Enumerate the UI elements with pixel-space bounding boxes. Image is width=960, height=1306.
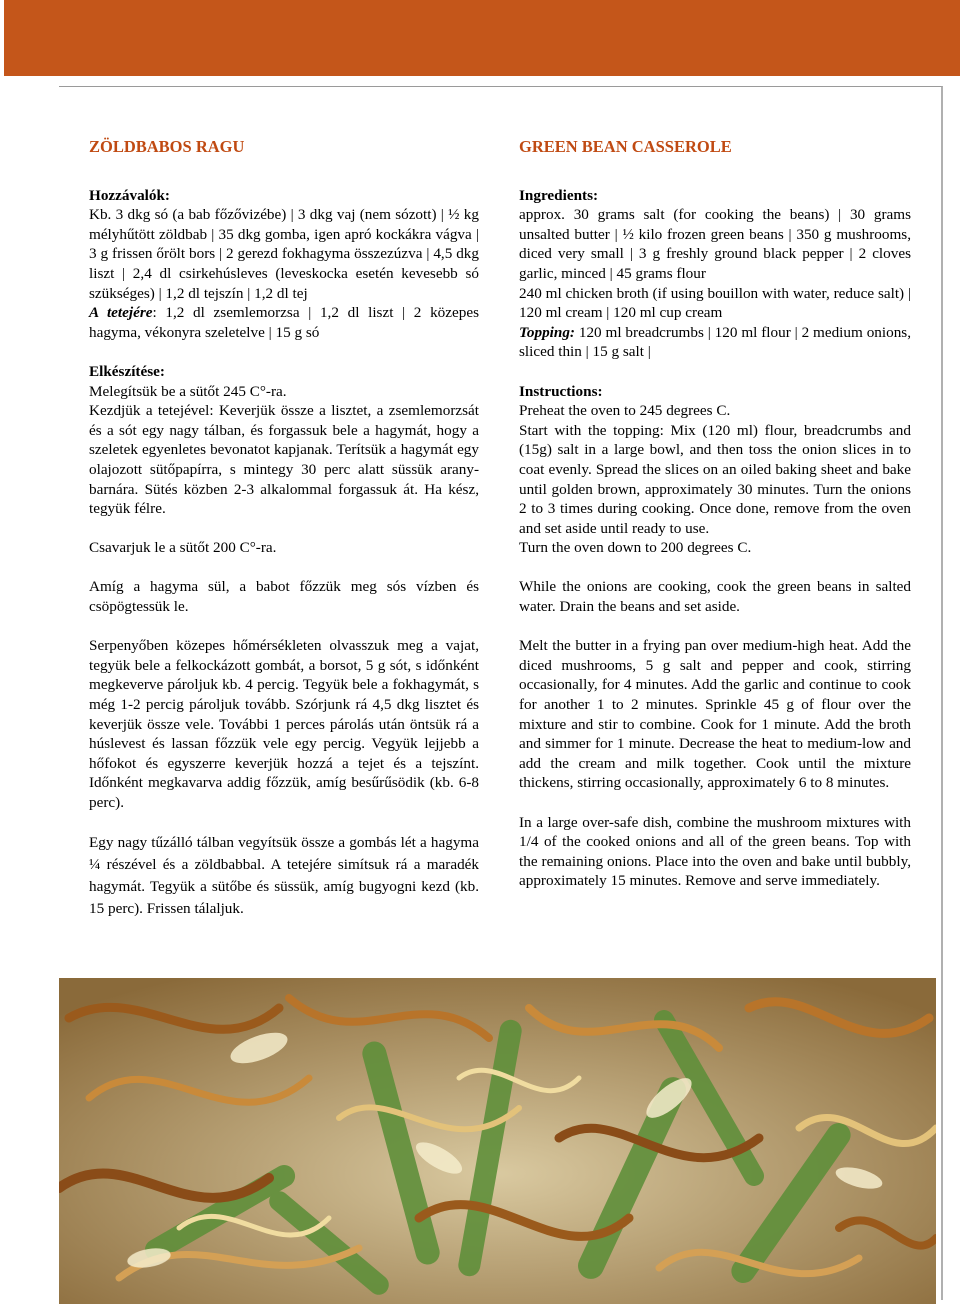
topping-label: A tetejére	[89, 304, 153, 322]
casserole-photo-art	[59, 978, 936, 1304]
topping-text	[519, 323, 911, 362]
recipe-column-hungarian	[89, 130, 479, 920]
method-step: Melegítsük be a sütőt 245 C°-ra.	[89, 382, 287, 400]
recipe-title: ZÖLDBABOS RAGU	[89, 137, 245, 156]
method-step: While the onions are cooking, cook the green beans in salted water. Drain the beans and set aside.	[519, 578, 911, 616]
method-heading: Instructions:	[519, 382, 603, 400]
ingredients-heading: Hozzávalók:	[89, 186, 170, 204]
topping-text	[89, 303, 479, 342]
ingredients-heading: Ingredients:	[519, 186, 599, 204]
method-step: Preheat the oven to 245 degrees C.	[519, 402, 731, 420]
recipe-column-english	[519, 130, 911, 891]
method-heading: Elkészítése:	[89, 362, 165, 380]
method-step: Kezdjük a tetejével: Keverjük össze a lisztet, a zsemlemorzsát és a sót egy nagy tálban, és forgassuk bele a hagymát, hogy a szeletek egyenletes bevonatot kapjanak. Terítsük a hagymát egy olajozott sütőpapírra, s mintegy 30 perc alatt süssük arany-barnára. Sütés közben 2-3 alkalommal forgassuk át. Ha kész, tegyük félre.	[89, 402, 479, 518]
method-step: In a large over-safe dish, combine the mushroom mixtures with 1/4 of the cooked onions and all of the green beans. Top with the remaining onions. Place into the oven and bake until bubbly, approximately 15 minutes. Remove and serve immediately.	[519, 813, 911, 890]
method-step: Egy nagy tűzálló tálban vegyítsük össze a gombás lét a hagyma ¼ részével és a zöldbabbal. A tetejére simítsuk rá a maradék hagymát. Tegyük a sütőbe és süssük, amíg bugyogni kezd (kb. 15 perc). Frissen tálaljuk.	[89, 834, 479, 918]
topping-label: Topping:	[519, 323, 575, 341]
ingredients-text: approx. 30 grams salt (for cooking the beans) | 30 grams unsalted butter | ½ kilo frozen green beans | 350 g mushrooms, diced very small | 3 g freshly ground black pepper | 2 cloves garlic, minced | 45 grams flour	[519, 206, 911, 282]
header-bar	[4, 0, 960, 76]
ingredients-text: Kb. 3 dkg só (a bab főzővizébe) | 3 dkg vaj (nem sózott) | ½ kg mélyhűtött zöldbab | 35 dkg gomba, igen apró kockákra vágva | 3 g frissen őrölt bors | 2 gerezd fokhagyma összezúzva | 4,5 dkg liszt | 2,4 dl csirkehúsleves (leveskocka esetén kevesebb só szükséges) | 1,2 dl tejszín | 1,2 dl tej	[89, 206, 479, 302]
method-step: Amíg a hagyma sül, a babot főzzük meg sós vízben és csöpögtessük le.	[89, 578, 479, 616]
method-step: Csavarjuk le a sütőt 200 C°-ra.	[89, 539, 277, 557]
method-step: Melt the butter in a frying pan over medium-high heat. Add the diced mushrooms, 5 g salt and pepper and cook, stirring occasionally, for 4 minutes. Add the garlic and continue to cook for another 1 to 2 minutes. Sprinkle 45 g of flour over the mixture and stir to combine. Cook for 1 minute. Add the broth and simmer for 1 minute. Decrease the heat to medium-low and add the cream and milk together. Cook until the mixture thickens, stirring occasionally, approximately 6 to 8 minutes.	[519, 637, 911, 792]
topping-items: : 1,2 dl zsemlemorzsa | 1,2 dl liszt | 2 közepes hagyma, vékonyra szeletelve | 15 g só	[89, 304, 479, 341]
method-step: Start with the topping: Mix (120 ml) flour, breadcrumbs and (15g) salt in a large bowl, and then toss the onion slices in to coat evenly. Spread the slices on an oiled baking sheet and bake until golden brown, approximately 30 minutes. Turn the onions 2 to 3 times during cooking. Once done, remove from the oven and set aside until ready to use.	[519, 421, 911, 537]
casserole-photo	[59, 978, 936, 1304]
topping-items: 120 ml breadcrumbs | 120 ml flour | 2 medium onions, sliced thin | 15 g salt |	[519, 323, 911, 361]
ingredients-text: 240 ml chicken broth (if using bouillon with water, reduce salt) | 120 ml cream | 120 ml cup cream	[519, 284, 911, 322]
method-step: Serpenyőben közepes hőmérsékleten olvasszuk meg a vajat, tegyük bele a felkockázott gombát, a borsot, 5 g sót, s időnként megkeverve pároljuk kb. 4 percig. Tegyük bele a fokhagymát, s még 1-2 percig pároljuk tovább. Szórjunk rá 4,5 dkg lisztet és keverjük össze vele. További 1 perces párolás után öntsük rá a húslevest és lassan főzzük vele egy percig. Vegyük lejjebb a hőfokot és egyszerre keverjük hozzá a tejet és a tejszínt. Időnként megkavarva addig főzzük, amíg besűrűsödik (kb. 6-8 perc).	[89, 637, 479, 811]
method-step: Turn the oven down to 200 degrees C.	[519, 539, 752, 557]
recipe-title: GREEN BEAN CASSEROLE	[519, 137, 732, 156]
